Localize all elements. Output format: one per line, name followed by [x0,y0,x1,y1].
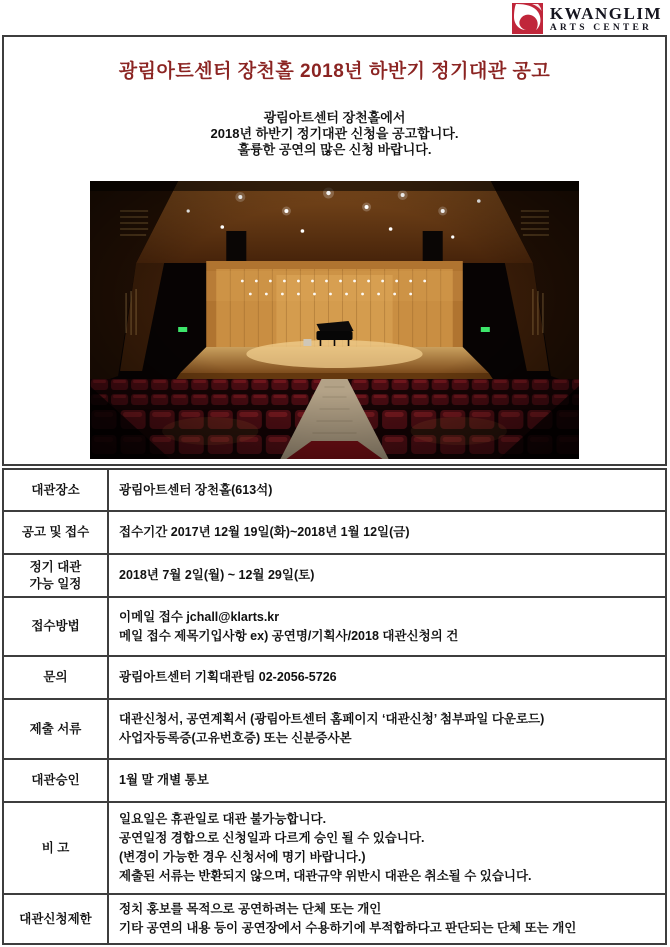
row-label [4,555,109,596]
row-content-line: 공연일정 경합으로 신청일과 다르게 승인 될 수 있습니다. [119,831,425,845]
row-content [109,803,665,893]
table-row-remarks [4,803,665,895]
row-content-line: 1월 말 개별 통보 [119,773,209,787]
page-title: 광림아트센터 장천홀 2018년 하반기 정기대관 공고 [118,61,551,82]
row-label-line: 접수방법 [31,619,80,633]
row-label-line: 비 고 [41,840,70,855]
intro-line: 2018년 하반기 정기대관 신청을 공고합니다. [210,126,459,141]
row-label [4,512,109,553]
row-label [4,760,109,801]
row-label-line: 가능 일정 [29,576,82,591]
row-content-line: 기타 공연의 내용 등이 공연장에서 수용하기에 부적합하다고 판단되는 단체 또는 개인 [119,921,577,935]
row-label-line: 문의 [43,670,68,684]
table-row-documents [4,700,665,760]
row-content-line: 이메일 접수 jchall@klarts.kr [119,609,280,624]
row-content [109,657,665,698]
table-row-restrictions [4,895,665,943]
row-label [4,470,109,510]
table-row-venue [4,470,665,512]
row-label [4,700,109,758]
row-content-line: 대관신청서, 공연계획서 (광림아트센터 홈페이지 ‘대관신청’ 첨부파일 다운로드) [119,712,545,726]
kwanglim-logo-icon [512,3,543,34]
kwanglim-logo-text [550,4,662,34]
concert-hall-photo [90,181,579,459]
kwanglim-logo [512,3,662,34]
row-label-line: 제출 서류 [29,721,82,736]
row-label-line: 대관장소 [31,482,80,497]
row-content-line: 일요일은 휴관일로 대관 불가능합니다. [119,812,327,826]
row-label [4,598,109,655]
row-label-line: 대관승인 [31,773,80,787]
row-content-line: 광림아트센터 장천홀(613석) [119,482,273,497]
table-row-available-dates [4,555,665,598]
intro-line: 광림아트센터 장천홀에서 [263,110,406,125]
row-content-line: 제출된 서류는 반환되지 않으며, 대관규약 위반시 대관은 취소될 수 있습니다. [119,869,532,883]
row-content [109,470,665,510]
row-content [109,895,665,943]
row-label-line: 정기 대관 [29,559,82,574]
notice-box [2,35,667,466]
row-content [109,700,665,758]
row-content [109,512,665,553]
row-content [109,598,665,655]
row-label [4,657,109,698]
table-row-contact [4,657,665,700]
row-label [4,895,109,943]
table-row-how-to-apply [4,598,665,657]
logo-subname: ARTS CENTER [549,22,653,33]
row-content [109,555,665,596]
notice-intro [4,110,665,158]
row-content-line: (변경이 가능한 경우 신청서에 명기 바랍니다.) [119,850,366,864]
intro-line: 훌륭한 공연의 많은 신청 바랍니다. [237,142,432,157]
row-label [4,803,109,893]
row-content-line: 메일 접수 제목기입사항 ex) 공연명/기획사/2018 대관신청의 건 [119,628,459,643]
row-content [109,760,665,801]
rental-info-table [2,468,667,945]
table-row-approval [4,760,665,803]
row-content-line: 사업자등록증(고유번호증) 또는 신분증사본 [119,731,352,745]
row-content-line: 정치 홍보를 목적으로 공연하려는 단체 또는 개인 [119,902,382,916]
table-row-announcement [4,512,665,555]
row-content-line: 2018년 7월 2일(월) ~ 12월 29일(토) [119,568,315,582]
row-content-line: 광림아트센터 기획대관팀 02-2056-5726 [119,670,337,684]
logo-name: KWANGLIM [549,3,662,23]
row-content-line: 접수기간 2017년 12월 19일(화)~2018년 1월 12일(금) [119,525,410,539]
row-label-line: 대관신청제한 [19,911,92,926]
row-label-line: 공고 및 접수 [21,525,90,539]
